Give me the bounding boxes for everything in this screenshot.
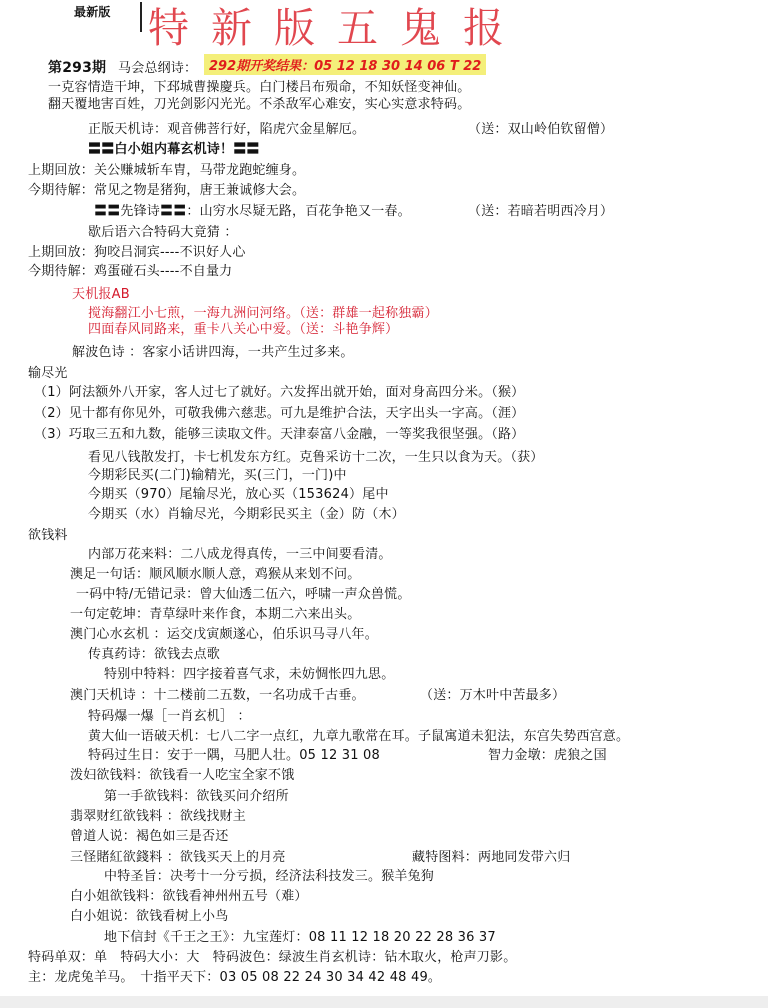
tema-summary-line: 特码单双：单 特码大小：大 特码波色：绿波生肖玄机诗：钻木取火，枪声刀影。	[28, 950, 517, 965]
wanhua-line: 内部万花来料：二八成龙得真传，一三中间要看清。	[88, 547, 392, 562]
poem-line-2: 翻天覆地害百姓，刀光剑影闪光光。不杀敌军心难安，实心实意求特码。	[48, 97, 471, 112]
tianjibao-heading: 天机报AB	[72, 287, 130, 302]
vanguard-poem: 〓〓先锋诗〓〓：山穷水尽疑无路，百花争艳又一春。	[94, 204, 411, 219]
huangdaxian-line: 黄大仙一语破天机：七八二字一点红，九章九歌常在耳。子鼠寓道未犯法，东宫失势西宫意。	[88, 729, 630, 744]
poem-line-1: 一克容情造干坤，下邳城曹操慶兵。白门楼吕布殒命，不知妖怪变神仙。	[48, 80, 471, 95]
tianjibao-line-1: 搅海翻江小七煎，一海九洲问河络。（送：群雄一起称独霸）	[88, 306, 438, 321]
vanguard-gift: （送：若暗若明西冷月）	[468, 204, 614, 219]
this-issue-riddle: 今期待解：常见之物是猪狗，唐王兼诚修大会。	[28, 183, 306, 198]
zhongte-shengzhi-line: 中特圣旨：决考十一分亏损，经济法科技发三。猴羊兔狗	[104, 869, 435, 884]
baixiaojie-yuqian-line: 白小姐欲钱料：欲钱看神州州五号（难）	[70, 889, 308, 904]
main-zodiac-line: 主：龙虎兔羊马。 十指平天下：03 05 08 22 24 30 34 42 48 49。	[28, 970, 442, 985]
clue-1: （1）阿法额外八开家，客人过七了就好。六发挥出就开始，面对身高四分米。（猴）	[34, 385, 525, 400]
dixia-xinfeng-line: 地下信封《千王之王》：九宝莲灯：08 11 12 18 20 22 28 36 37	[104, 930, 496, 945]
baixiaojie-shuo-line: 白小姐说：欲钱看树上小鸟	[70, 909, 229, 924]
aomen-tianji-gift: （送：万木叶中苦最多）	[420, 688, 566, 703]
tema-baoyibao-heading: 特码爆一爆［一肖玄机］ ：	[88, 709, 251, 724]
baixiaojie-heading: 〓〓白小姐内幕玄机诗！〓〓	[88, 142, 260, 157]
section-lose-all: 输尽光	[28, 366, 68, 381]
buy-door-line: 今期彩民买(二门)输精光，买(三门，一门)中	[88, 468, 347, 483]
zhengban-tianji-gift: （送：双山岭伯钦留僧）	[468, 122, 614, 137]
feicui-line: 翡翠财红欲钱料 ：欲线找财主	[70, 809, 246, 824]
issue-number: 第293期	[48, 60, 107, 76]
horse-poem-label: 马会总纲诗：	[118, 61, 198, 76]
aomen-xinshui-line: 澳门心水玄机 ：运交戊寅颇遂心，伯乐识马寻八年。	[70, 627, 378, 642]
zhili-jindun-line: 智力金墩：虎狼之国	[488, 748, 607, 763]
edition-tag: 最新版	[74, 5, 111, 19]
tianjibao-line-2: 四面春风同路来，重卡八关心中爱。（送：斗艳争辉）	[88, 322, 399, 337]
draw-result-banner: 292期开奖结果：05 12 18 30 14 06 T 22	[204, 54, 486, 75]
page-title: 特新版五鬼报	[148, 4, 526, 52]
cangte-line: 藏特图料：两地同发带六归	[412, 850, 571, 865]
tebie-zhongte-line: 特别中特料：四字接着喜气求，未妨惆怅四九思。	[104, 667, 395, 682]
sanguai-line: 三怪賭紅欲錢料 ：欲钱买天上的月亮	[70, 850, 286, 865]
diyishou-line: 第一手欲钱料：欲钱买问介绍所	[104, 789, 289, 804]
zhengban-tianji-poem: 正版天机诗：观音佛菩行好，陷虎穴金星解厄。	[88, 122, 366, 137]
wave-color-poem: 解波色诗 ：客家小话讲四海，一共产生过多来。	[72, 345, 354, 360]
chuanzhen-line: 传真药诗：欲钱去点歌	[88, 647, 221, 662]
header-divider	[140, 2, 142, 32]
xiehouyu-heading: 歇后语六合特码大竟猜 ：	[88, 225, 238, 240]
bottom-margin	[0, 996, 768, 1008]
pofu-line: 泼妇欲钱料：欲钱看一人吃宝全家不饿	[70, 768, 295, 783]
buy-element-line: 今期买（水）肖输尽光，今期彩民买主（金）防（木）	[88, 507, 405, 522]
last-issue-replay: 上期回放：关公赚城斩车胄，马带龙跑蛇缠身。	[28, 163, 306, 178]
aomen-tianji-line: 澳门天机诗 ：十二楼前二五数，一名功成千古垂。	[70, 688, 365, 703]
clue-2: （2）见十都有你见外，可敬我佛六慈悲。可九是维护合法，天字出头一字高。（涯）	[34, 406, 525, 421]
buy-tail-line: 今期买（970）尾输尽光，放心买（153624）尾中	[88, 487, 389, 502]
qiankun-line: 一句定乾坤：青草绿叶来作食，本期二六来出头。	[70, 607, 361, 622]
section-yuqian: 欲钱料	[28, 528, 68, 543]
aozu-line: 澳足一句话：顺风顺水顺人意，鸡猴从来划不问。	[70, 567, 361, 582]
clue-3: （3）巧取三五和九数，能够三读取文件。天津泰富八金融，一等奖我很坚强。（路）	[34, 427, 525, 442]
zengdaoren-line: 曾道人说：褐色如三是否还	[70, 829, 229, 844]
tema-birthday-line: 特码过生日：安于一隅，马肥人壮。05 12 31 08	[88, 748, 380, 763]
xiehouyu-this-riddle: 今期待解：鸡蛋碰石头----不自量力	[28, 264, 233, 279]
clue-4: 看见八钱散发打，卡七机发东方红。克鲁采访十二次，一生只以食为天。（获）	[88, 450, 544, 465]
xiehouyu-last-replay: 上期回放：狗咬吕洞宾----不识好人心	[28, 245, 246, 260]
yima-zhongte-line: 一码中特/无错记录：曾大仙透二伍六，呼啸一声众兽慌。	[76, 587, 411, 602]
